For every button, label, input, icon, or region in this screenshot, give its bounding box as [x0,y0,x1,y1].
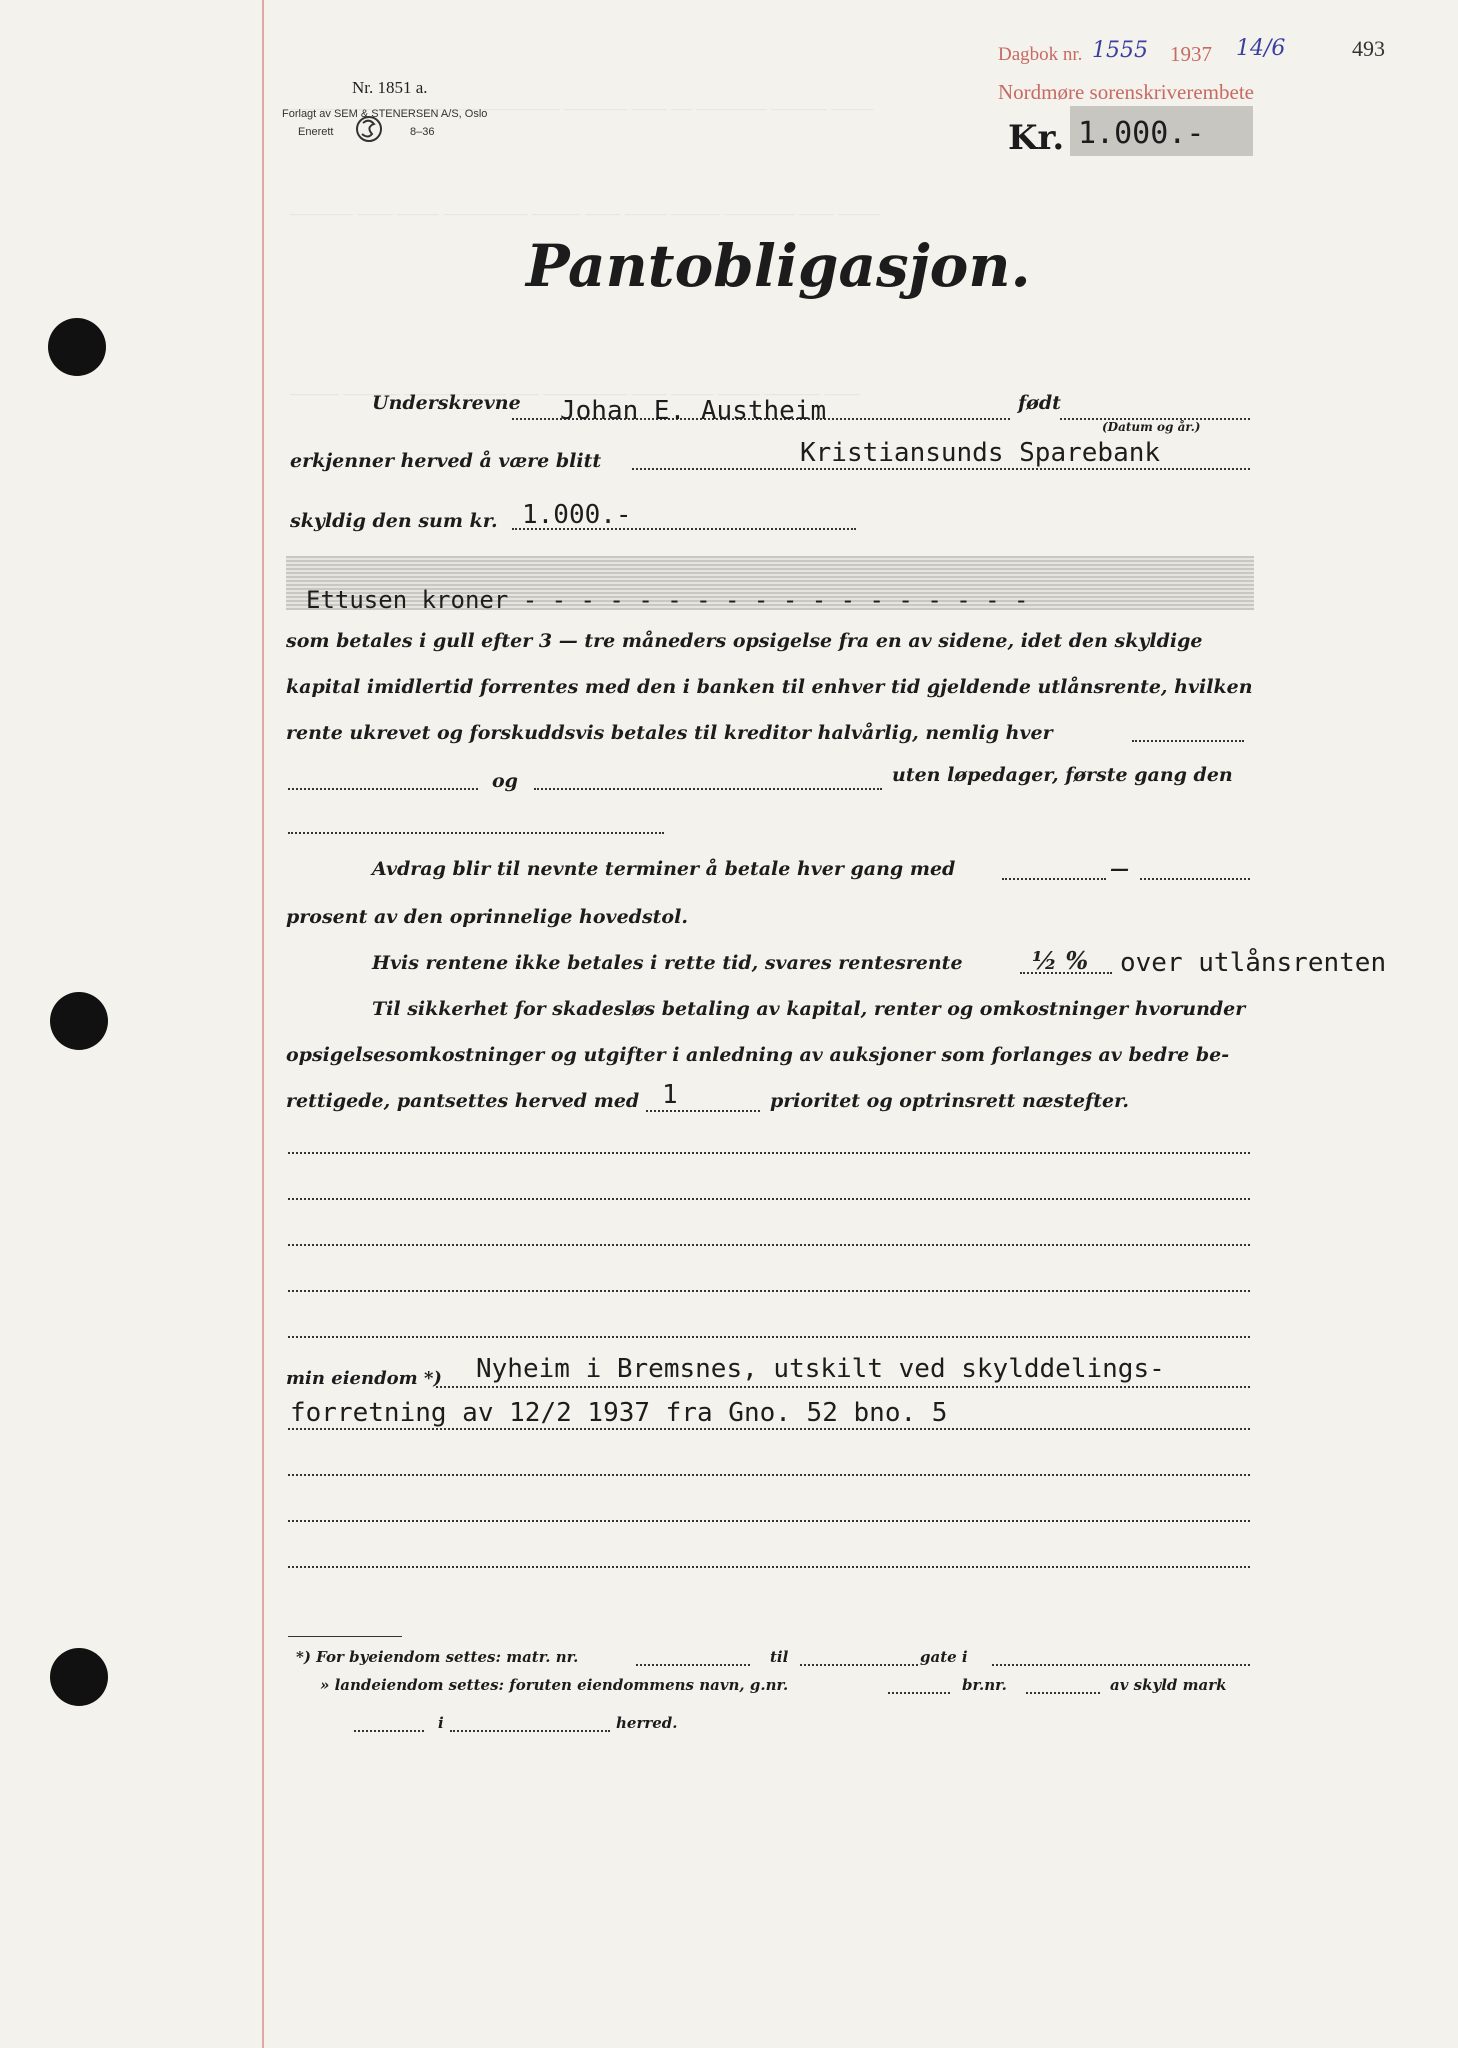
priority-value: 1 [662,1080,678,1110]
page-number: 493 [1352,36,1385,61]
undersigned-label: Underskrevne [372,392,521,414]
margin-rule [262,0,264,2048]
terms-og: og [492,770,518,792]
security-line: rettigede, pantsettes herved med [286,1090,640,1112]
property-line: forretning av 12/2 1937 fra Gno. 52 bno. 5 [290,1398,948,1428]
property-line: Nyheim i Bremsnes, utskilt ved skylddelings- [476,1354,1165,1384]
publisher-date: 8–36 [410,126,435,138]
property-label: min eiendom *) [286,1368,442,1389]
stamp-date: 14/6 [1236,36,1286,61]
footnote-line: av skyld mark [1110,1676,1227,1694]
stamp-dagbok-number: 1555 [1092,38,1148,63]
bleed-through-text: _______ ____ __________ ____ ___________ _________ _____ ___ __________ ________ ______ [290,95,874,111]
bleed-through-text: _________ _____ ______ ____________ _______ _____ ______ _______ __________ _____ ______ [290,200,881,216]
security-line: Til sikkerhet for skadesløs betaling av kapital, renter og omkostninger hvorunder [372,998,1246,1020]
punch-hole [48,318,106,376]
undersigned-value: Johan E. Austheim [560,396,827,426]
footnote-line: » landeiendom settes: foruten eiendommens navn, g.nr. [320,1676,789,1694]
footnote-line: i [438,1714,444,1732]
owe-value: 1.000.- [522,500,632,530]
punch-hole [50,1648,108,1706]
penalty-label: Hvis rentene ikke betales i rette tid, svares rentesrente [372,952,963,974]
stamp-office: Nordmøre sorenskriverembete [998,80,1254,104]
amount-value: 1.000.- [1078,116,1205,151]
terms-line: rente ukrevet og forskuddsvis betales til kreditor halvårlig, nemlig hver [286,722,1053,744]
bleed-through-text: _______ ________ ________ ______ ____ ____________ _____ ______ ______ ________ _____ [290,380,860,396]
terms-line: uten løpedager, første gang den [892,764,1233,786]
stamp-year: 1937 [1170,42,1212,66]
installment-line: Avdrag blir til nevnte terminer å betale hver gang med [372,858,956,880]
footnote-line: *) For byeiendom settes: matr. nr. [296,1648,579,1666]
footnote-line: gate i [920,1648,968,1666]
punch-hole [50,992,108,1050]
penalty-value: ½ % [1032,946,1089,975]
publisher-logo-icon [352,114,386,144]
creditor-value: Kristiansunds Sparebank [800,438,1161,468]
born-hint: (Datum og år.) [1102,420,1201,434]
installment-line: prosent av den oprinnelige hovedstol. [286,906,688,928]
footnote-line: til [770,1648,789,1666]
born-label: født [1018,392,1061,414]
security-line: opsigelsesomkostninger og utgifter i anledning av auksjoner som forlanges av bedre be- [286,1044,1230,1066]
footnote-line: br.nr. [962,1676,1007,1694]
owe-label: skyldig den sum kr. [290,510,498,532]
terms-line: som betales i gull efter 3 — tre måneders opsigelse fra en av sidene, idet den skyldige [286,630,1203,652]
publisher-line: Forlagt av SEM & STENERSEN A/S, Oslo [282,108,488,120]
form-number: Nr. 1851 a. [352,78,428,97]
amount-label: Kr. [1008,118,1065,158]
penalty-typed: over utlånsrenten [1120,948,1387,978]
amount-words: Ettusen kroner - - - - - - - - - - - - - - - - - - [306,586,1029,614]
publisher-rights: Enerett [298,126,334,138]
installment-dash: — [1110,858,1129,880]
security-line: prioritet og optrinsrett næstefter. [770,1090,1129,1112]
stamp-dagbok-label: Dagbok nr. [998,44,1083,65]
terms-line: kapital imidlertid forrentes med den i banken til enhver tid gjeldende utlånsrente, hvilken [286,676,1253,698]
footnote-line: herred. [616,1714,678,1732]
acknowledge-label: erkjenner herved å være blitt [290,450,602,472]
page-title: Pantobligasjon. [526,232,1031,300]
